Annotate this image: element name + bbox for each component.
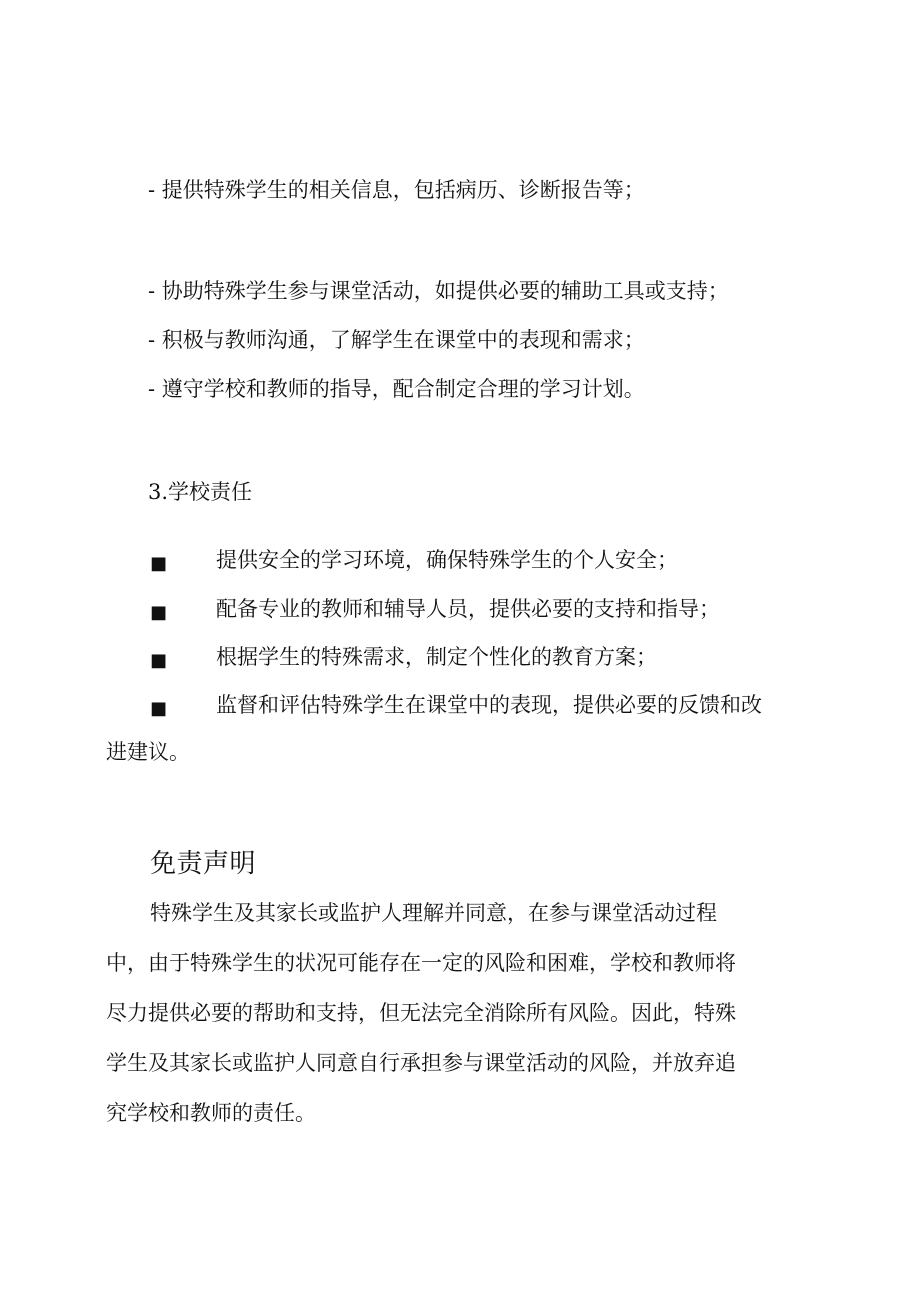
school-duty-continuation: 进建议。 xyxy=(106,740,190,764)
school-duty-item xyxy=(150,594,720,624)
school-duty-text: 配备专业的教师和辅导人员，提供必要的支持和指导； xyxy=(216,597,720,621)
square-bullet-icon: ■ xyxy=(150,698,168,719)
disclaimer-title: 免责声明 xyxy=(150,849,257,879)
parent-duty-item: - 协助特殊学生参与课堂活动，如提供必要的辅助工具或支持； xyxy=(148,279,729,303)
square-bullet-icon: ■ xyxy=(150,650,168,671)
square-bullet-icon: ■ xyxy=(150,602,168,623)
school-duty-item xyxy=(150,642,657,672)
parent-duty-item: - 遵守学校和教师的指导，配合制定合理的学习计划。 xyxy=(148,377,645,401)
parent-duty-item: - 积极与教师沟通，了解学生在课堂中的表现和需求； xyxy=(148,328,645,352)
disclaimer-line: 学生及其家长或监护人同意自行承担参与课堂活动的风险，并放弃追 xyxy=(106,1051,736,1075)
school-duty-item xyxy=(150,690,762,720)
school-responsibility-heading: 3.学校责任 xyxy=(148,480,253,504)
school-duty-text: 提供安全的学习环境，确保特殊学生的个人安全； xyxy=(216,548,678,572)
parent-duty-item: - 提供特殊学生的相关信息，包括病历、诊断报告等； xyxy=(148,178,645,202)
disclaimer-line: 尽力提供必要的帮助和支持，但无法完全消除所有风险。因此，特殊 xyxy=(106,1001,736,1025)
school-duty-text: 监督和评估特殊学生在课堂中的表现，提供必要的反馈和改 xyxy=(216,693,762,717)
disclaimer-line: 中，由于特殊学生的状况可能存在一定的风险和困难，学校和教师将 xyxy=(106,951,736,975)
school-duty-item xyxy=(150,545,678,575)
square-bullet-icon: ■ xyxy=(150,553,168,574)
disclaimer-line: 特殊学生及其家长或监护人理解并同意，在参与课堂活动过程 xyxy=(150,901,717,925)
school-duty-text: 根据学生的特殊需求，制定个性化的教育方案； xyxy=(216,645,657,669)
disclaimer-line: 究学校和教师的责任。 xyxy=(106,1101,316,1125)
